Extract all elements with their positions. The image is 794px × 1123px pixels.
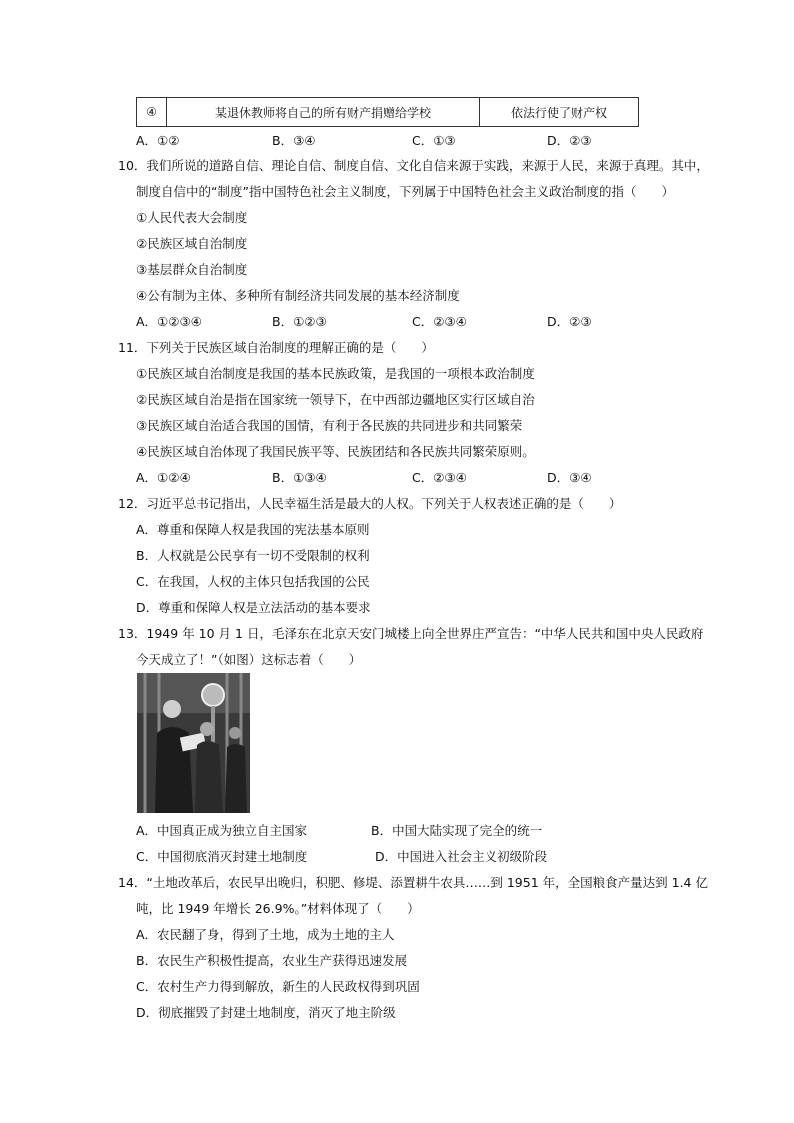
q13-option-a[interactable]: A．中国真正成为独立自主国家 [136, 823, 308, 838]
q13-stem-line1: 13．1949 年 10 月 1 日，毛泽东在北京天安门城楼上向全世界庄严宣告：“中华人民共和国中央人民政府 [118, 626, 704, 641]
q9-option-c[interactable]: C．①③ [412, 133, 456, 148]
q14-stem-line1: 14．“土地改革后，农民早出晚归，积肥、修堤、添置耕牛农具……到 1951 年，全国粮食产量达到 1.4 亿 [118, 875, 708, 890]
q14-option-d[interactable]: D．彻底摧毁了封建土地制度，消灭了地主阶级 [136, 1005, 396, 1020]
q10-item-3: ③基层群众自治制度 [136, 262, 248, 277]
q11-item-2: ②民族区域自治是指在国家统一领导下，在中西部边疆地区实行区域自治 [136, 392, 535, 407]
q11-option-a[interactable]: A．①②④ [136, 470, 191, 485]
q11-option-c[interactable]: C．②③④ [412, 470, 467, 485]
q13-option-d[interactable]: D．中国进入社会主义初级阶段 [375, 849, 548, 864]
q11-item-4: ④民族区域自治体现了我国民族平等、民族团结和各民族共同繁荣原则。 [136, 444, 535, 459]
q12-option-b[interactable]: B．人权就是公民享有一切不受限制的权利 [136, 548, 370, 563]
q10-stem-line1: 10．我们所说的道路自信、理论自信、制度自信、文化自信来源于实践，来源于人民，来源于真理。其中， [118, 158, 709, 173]
q11-item-1: ①民族区域自治制度是我国的基本民族政策，是我国的一项根本政治制度 [136, 366, 535, 381]
q10-item-1: ①人民代表大会制度 [136, 210, 248, 225]
q12-option-a[interactable]: A．尊重和保障人权是我国的宪法基本原则 [136, 522, 370, 537]
q14-option-a[interactable]: A．农民翻了身，得到了土地，成为土地的主人 [136, 927, 395, 942]
answer-table-row [136, 97, 639, 127]
q9-option-d[interactable]: D．②③ [547, 133, 592, 148]
q12-option-c[interactable]: C．在我国，人权的主体只包括我国的公民 [136, 574, 370, 589]
q10-option-a[interactable]: A．①②③④ [136, 314, 202, 329]
table-cell-content: 某退休教师将自己的所有财产捐赠给学校 [167, 98, 480, 126]
q11-item-3: ③民族区域自治适合我国的国情，有利于各民族的共同进步和共同繁荣 [136, 418, 523, 433]
q12-stem: 12．习近平总书记指出，人民幸福生活是最大的人权。下列关于人权表述正确的是（ ） [118, 496, 622, 511]
q13-option-c[interactable]: C．中国彻底消灭封建土地制度 [136, 849, 308, 864]
q14-stem-line2: 吨，比 1949 年增长 26.9%。”材料体现了（ ） [136, 901, 420, 916]
q10-option-c[interactable]: C．②③④ [412, 314, 467, 329]
q12-option-d[interactable]: D．尊重和保障人权是立法活动的基本要求 [136, 600, 371, 615]
q9-option-b[interactable]: B．③④ [272, 133, 316, 148]
table-cell-number: ④ [137, 98, 167, 126]
q14-option-c[interactable]: C．农村生产力得到解放，新生的人民政权得到巩固 [136, 979, 420, 994]
q11-stem: 11．下列关于民族区域自治制度的理解正确的是（ ） [118, 340, 434, 355]
founding-ceremony-photo [137, 673, 250, 813]
q10-option-b[interactable]: B．①②③ [272, 314, 327, 329]
q13-option-b[interactable]: B．中国大陆实现了完全的统一 [371, 823, 543, 838]
q13-stem-line2: 今天成立了！”（如图）这标志着（ ） [136, 652, 362, 667]
q10-stem-line2: 制度自信中的“制度”指中国特色社会主义制度，下列属于中国特色社会主义政治制度的指（ ） [136, 184, 674, 199]
q14-option-b[interactable]: B．农民生产积极性提高，农业生产获得迅速发展 [136, 953, 408, 968]
q9-option-a[interactable]: A．①② [136, 133, 180, 148]
photo-illustration [137, 673, 250, 813]
q11-option-b[interactable]: B．①③④ [272, 470, 327, 485]
q11-option-d[interactable]: D．③④ [547, 470, 592, 485]
table-cell-judgment: 依法行使了财产权 [510, 105, 607, 120]
q10-option-d[interactable]: D．②③ [547, 314, 592, 329]
q10-item-4: ④公有制为主体、多种所有制经济共同发展的基本经济制度 [136, 288, 460, 303]
q10-item-2: ②民族区域自治制度 [136, 236, 248, 251]
